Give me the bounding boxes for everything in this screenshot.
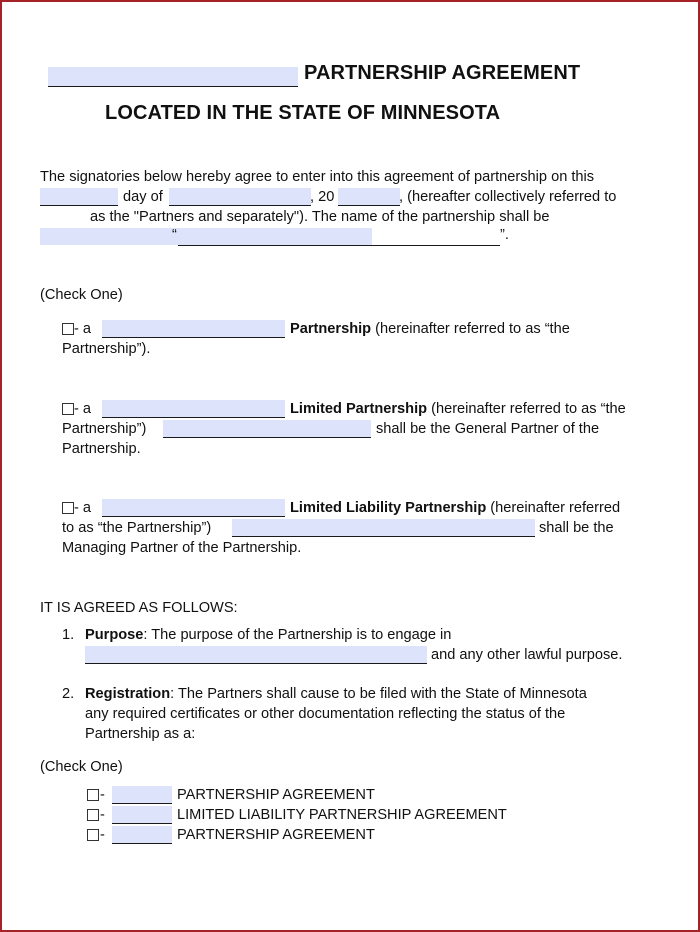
option-1-prefix: - a: [74, 321, 92, 337]
reg-option-1-label: PARTNERSHIP AGREEMENT: [177, 787, 375, 803]
partnership-name-title-field[interactable]: [48, 67, 298, 87]
intro-year-prefix: , 20: [310, 189, 335, 205]
purpose-field[interactable]: [85, 646, 427, 664]
document-subtitle: LOCATED IN THE STATE OF MINNESOTA: [105, 102, 501, 124]
reg-option-3-dash: -: [100, 827, 105, 843]
reg-option-2-label: LIMITED LIABILITY PARTNERSHIP AGREEMENT: [177, 807, 507, 823]
item-1-number: 1.: [62, 627, 75, 643]
item-1-text: : The purpose of the Partnership is to engage in: [143, 627, 452, 643]
intro-day-of: day of: [123, 189, 163, 205]
item-1-line: [85, 626, 451, 644]
agreement-year-field[interactable]: [338, 188, 400, 206]
agreement-month-field[interactable]: [169, 188, 311, 206]
option-2-prefix: - a: [74, 401, 92, 417]
reg-option-1-dash: -: [100, 787, 105, 803]
agreement-day-field[interactable]: [40, 188, 118, 206]
option-2-type: Limited Partnership: [290, 401, 428, 417]
option-1-line: [290, 320, 570, 338]
document-title: PARTNERSHIP AGREEMENT: [304, 62, 581, 84]
option-2-line-2a: Partnership”): [62, 421, 147, 437]
intro-hereafter: , (hereafter collectively referred to: [399, 189, 617, 205]
reg-option-3-label: PARTNERSHIP AGREEMENT: [177, 827, 375, 843]
partnership-checkbox[interactable]: [62, 323, 74, 335]
general-partner-field[interactable]: [163, 420, 371, 438]
item-2-line: [85, 685, 587, 703]
check-one-label-1: (Check One): [40, 287, 123, 303]
reg-option-2-field[interactable]: [112, 806, 172, 824]
option-1-line-2: Partnership”).: [62, 341, 151, 357]
option-3-name-field[interactable]: [102, 499, 285, 517]
llp-checkbox[interactable]: [62, 502, 74, 514]
item-1-label: Purpose: [85, 627, 144, 643]
option-1-type: Partnership: [290, 321, 372, 337]
reg-option-1-field[interactable]: [112, 786, 172, 804]
reg-option-2-checkbox[interactable]: [87, 809, 99, 821]
option-2-line-3: Partnership.: [62, 441, 141, 457]
item-2-line-2: any required certificates or other documentation reflecting the status of the: [85, 706, 566, 722]
intro-line-1: The signatories below hereby agree to enter into this agreement of partnership on this: [40, 169, 595, 185]
option-3-line: [290, 499, 620, 517]
option-1-rest: (hereinafter referred to as “the: [371, 321, 570, 337]
option-3-rest: (hereinafter referred: [486, 500, 621, 516]
option-3-prefix: - a: [74, 500, 92, 516]
option-3-type: Limited Liability Partnership: [290, 500, 487, 516]
item-2-line-3: Partnership as a:: [85, 726, 196, 742]
reg-option-3-field[interactable]: [112, 826, 172, 844]
reg-option-2-dash: -: [100, 807, 105, 823]
reg-option-1-checkbox[interactable]: [87, 789, 99, 801]
limited-partnership-checkbox[interactable]: [62, 403, 74, 415]
reg-option-3-checkbox[interactable]: [87, 829, 99, 841]
item-1-line-2: and any other lawful purpose.: [431, 647, 623, 663]
quote-close: ”.: [500, 227, 509, 243]
option-3-line-2a: to as “the Partnership”): [62, 520, 212, 536]
check-one-label-2: (Check One): [40, 759, 123, 775]
option-2-line: [290, 400, 626, 418]
agreed-heading: IT IS AGREED AS FOLLOWS:: [40, 600, 238, 616]
quote-open: “: [172, 227, 177, 243]
item-2-text: : The Partners shall cause to be filed with the State of Minnesota: [170, 686, 587, 702]
item-2-number: 2.: [62, 686, 75, 702]
intro-line-3: as the "Partners and separately"). The name of the partnership shall be: [90, 209, 550, 225]
managing-partner-field[interactable]: [232, 519, 535, 537]
partnership-name-underline: [178, 228, 500, 246]
option-3-line-3: Managing Partner of the Partnership.: [62, 540, 302, 556]
option-2-line-2b: shall be the General Partner of the: [376, 421, 600, 437]
option-1-name-field[interactable]: [102, 320, 285, 338]
item-2-label: Registration: [85, 686, 171, 702]
option-2-rest: (hereinafter referred to as “the: [427, 401, 626, 417]
option-2-name-field[interactable]: [102, 400, 285, 418]
option-3-line-2b: shall be the: [539, 520, 614, 536]
